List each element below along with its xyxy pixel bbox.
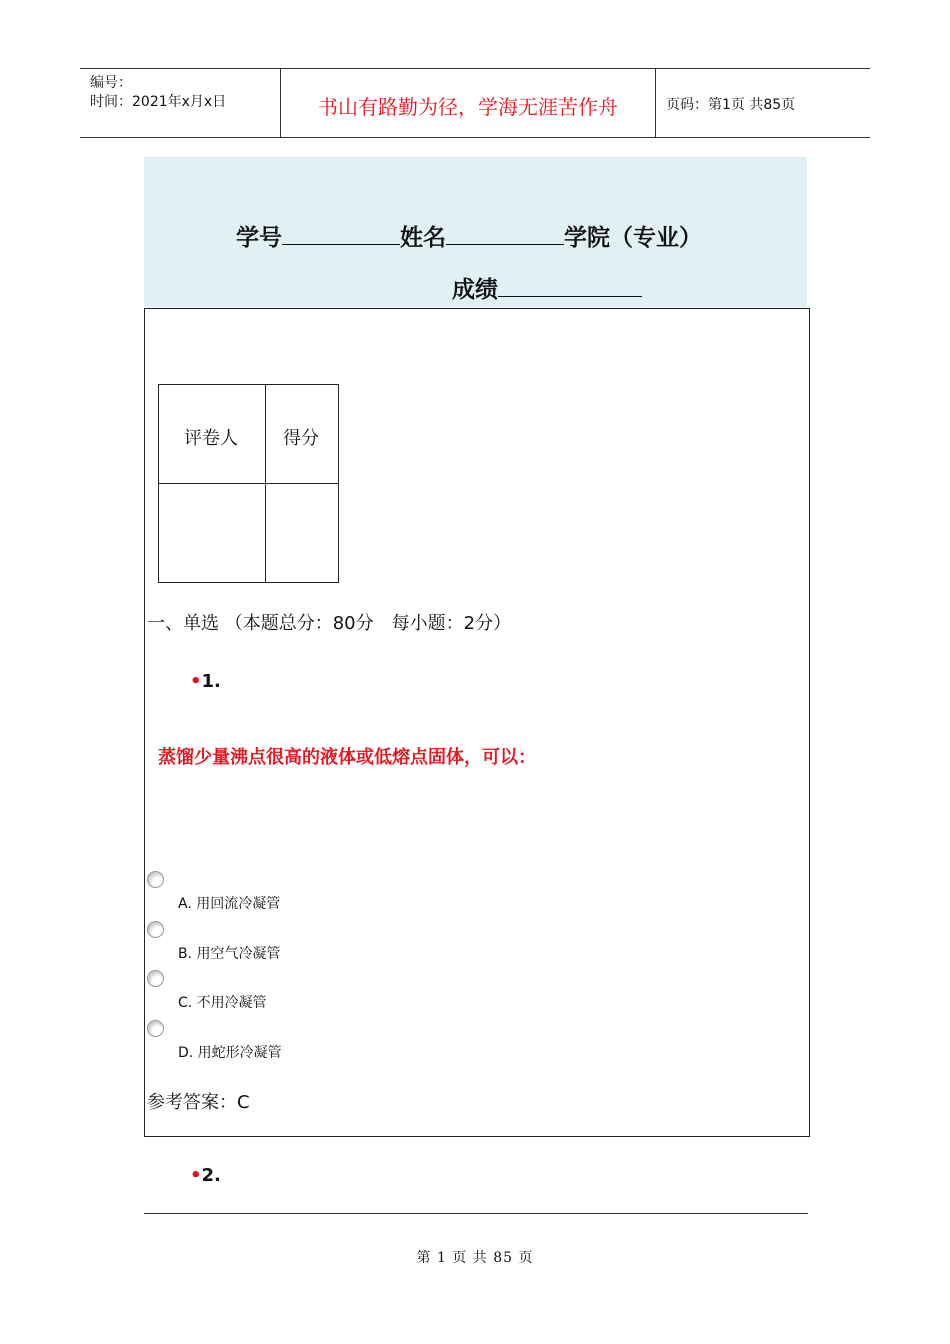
grading-table-divider-h — [159, 483, 338, 484]
grade-score-label: 得分 — [283, 428, 319, 449]
motto-text: 书山有路勤为径，学海无涯苦作舟 — [318, 95, 618, 119]
option-d-label[interactable]: D. 用蛇形冷凝管 — [178, 1045, 282, 1061]
score-row — [452, 271, 642, 304]
question-2-number — [190, 1165, 221, 1186]
bullet-icon: • — [190, 671, 202, 692]
footer-divider — [144, 1213, 808, 1214]
page-info: 页码：第1页 共85页 — [666, 97, 796, 113]
score-blank[interactable] — [498, 274, 642, 297]
header-page-cell — [656, 69, 870, 137]
question-2-number-text: 2. — [201, 1165, 221, 1186]
header-meta-cell — [80, 69, 280, 137]
option-c-label[interactable]: C. 不用冷凝管 — [178, 995, 267, 1011]
question-1-number — [190, 671, 221, 692]
time-label: 时间：2021年x月x日 — [90, 94, 227, 110]
number-label: 编号： — [90, 75, 132, 91]
document-header — [80, 68, 870, 138]
option-a-radio[interactable] — [147, 871, 164, 888]
option-c-radio[interactable] — [147, 970, 164, 987]
option-b-label[interactable]: B. 用空气冷凝管 — [178, 946, 281, 962]
grading-table — [158, 384, 339, 583]
question-1-text: 蒸馏少量沸点很高的液体或低熔点固体，可以： — [158, 747, 536, 768]
section-title: 一、单选 （本题总分：80分 每小题：2分） — [147, 613, 512, 634]
student-id-label: 学号 — [236, 225, 282, 251]
student-id-blank[interactable] — [282, 222, 400, 245]
option-b-radio[interactable] — [147, 921, 164, 938]
student-info-row — [236, 219, 702, 252]
name-label: 姓名 — [400, 225, 446, 251]
header-motto-cell — [280, 69, 656, 137]
student-info-band — [144, 157, 807, 307]
bullet-icon: • — [190, 1165, 202, 1186]
option-d-radio[interactable] — [147, 1020, 164, 1037]
page-footer: 第 1 页 共 85 页 — [416, 1250, 534, 1266]
score-label: 成绩 — [452, 277, 498, 303]
grader-label: 评卷人 — [184, 428, 238, 449]
question-frame — [144, 308, 810, 1137]
question-1-number-text: 1. — [201, 671, 221, 692]
reference-answer: 参考答案：C — [147, 1092, 250, 1113]
college-label: 学院（专业） — [564, 225, 702, 251]
name-blank[interactable] — [446, 222, 564, 245]
option-a-label[interactable]: A. 用回流冷凝管 — [178, 896, 281, 912]
